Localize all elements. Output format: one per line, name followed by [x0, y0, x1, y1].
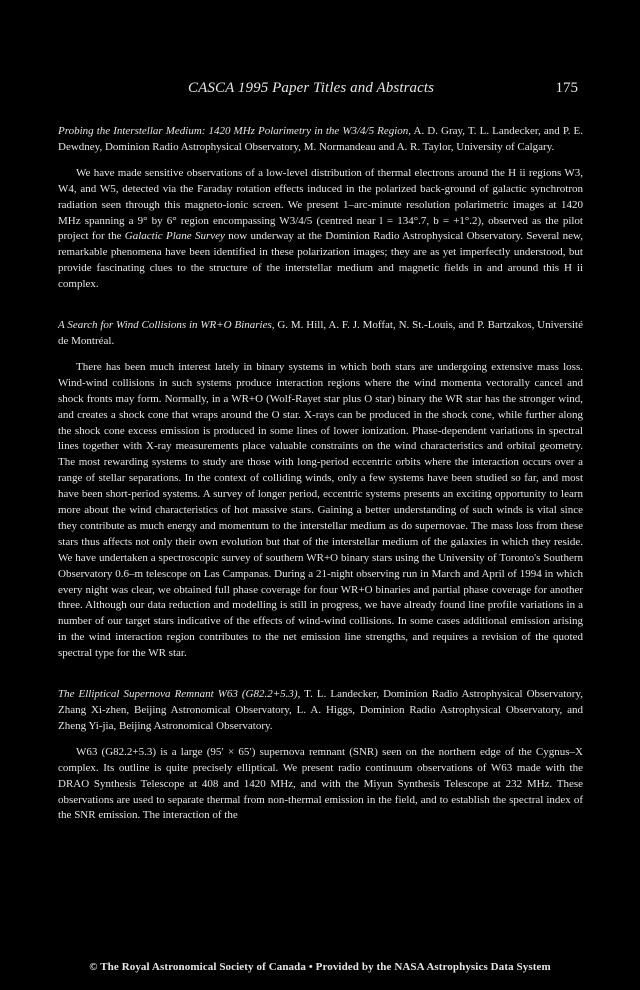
page-footer: © The Royal Astronomical Society of Canada • Provided by the NASA Astrophysics Data System: [89, 961, 551, 973]
abstract-3-authors: T. L. Landecker, Dominion Radio Astrophysical Observatory, Zhang Xi-zhen, Beijing Astronomical Observatory, L. A. Higgs, Dominion Radio Astrophysical Observatory, and Zheng Yi-jia, Beijing Astronomical Observatory.: [58, 688, 583, 732]
abstract-1-authors: A. D. Gray, T. L. Landecker, and P. E. Dewdney, Dominion Radio Astrophysical Observatory, M. Normandeau and A. R. Taylor, University of Calgary.: [58, 125, 584, 153]
abstract-3-heading: [58, 687, 583, 735]
abstract-3-title: The Elliptical Supernova Remnant W63 (G82.2+5.3),: [58, 688, 301, 701]
running-title: CASCA 1995 Paper Titles and Abstracts: [188, 80, 435, 96]
page-number: 175: [555, 80, 578, 96]
abstract-3-body: W63 (G82.2+5.3) is a large (95′ × 65′) supernova remnant (SNR) seen on the northern edge of the Cygnus–X complex. Its outline is quite precisely elliptical. We present radio continuum observations of W63 made with the DRAO Synthesis Telescope at 408 and 1420 MHz, and with the Miyun Synthesis Telescope at 232 MHz. These observations are used to separate thermal from non-thermal emission in the field, and to establish the spectral index of the SNR emission. The interaction of the: [58, 745, 583, 822]
abstract-1-body: [58, 166, 583, 293]
abstract-1-body-italic: Galactic Plane Survey: [124, 230, 225, 243]
abstract-1-heading: [58, 124, 583, 156]
abstract-2-body: There has been much interest lately in binary systems in which both stars are undergoing extensive mass loss. Wind-wind collisions in such systems produce interaction regions where the wind momenta vectorally cancel and shock fronts may form. Normally, in a WR+O (Wolf-Rayet star plus O star) binary the WR star has the stronger wind, and creates a shock cone that wraps around the O star. X-rays can be produced in the shock cone, while further along the shock cone excess emission is produced in some lines of lower ionization. Phase-dependent variations in spectral lines together with X-ray measurements place valuable constraints on the wind characteristics and orbital geometry. The most rewarding systems to study are those with long-period eccentric orbits where the interaction occurs over a range of stellar separations. In the context of colliding winds, only a few systems have been studied so far, and most have been short-period systems. A survey of longer period, eccentric systems presents an exciting opportunity to learn more about the wind characteristics of hot massive stars. Gaining a better understanding of such winds is vital since they contribute as much energy and momentum to the interstellar medium as do supernovae. The mass loss from these stars thus affects not only their own evolution but that of the interstellar medium of the galaxies in which they reside. We have undertaken a spectroscopic survey of southern WR+O binary stars using the University of Toronto's Southern Observatory 0.6–m telescope on Las Campanas. During a 21-night observing run in March and April of 1994 in which every night was clear, we obtained full phase coverage for four WR+O binaries and partial phase coverage for another three. Although our data reduction and modelling is still in progress, we have already found line profile variations in a number of our target stars indicative of the effects of wind-wind collisions. In some cases additional emission arising in the wind interaction region contributes to the net emission line strengths, and requires a revision of the quoted spectral type for the WR star.: [58, 360, 583, 660]
abstract-2-authors: G. M. Hill, A. F. J. Moffat, N. St.-Louis, and P. Bartzakos, Université de Montréal.: [58, 319, 583, 347]
abstract-1-body-part2: now underway at the Dominion Radio Astrophysical Observatory. Several new, remarkable phenomena have been identified in these polarization images; they are as yet imperfectly understood, but provide fascinating clues to the structure of the interstellar medium and magnetic fields in and around this H ii complex.: [58, 230, 584, 291]
abstract-2-heading: [58, 318, 583, 350]
abstract-2: [58, 318, 583, 662]
abstract-3: [58, 687, 583, 824]
abstract-1-title: Probing the Interstellar Medium: 1420 MHz Polarimetry in the W3/4/5 Region,: [58, 125, 412, 137]
abstract-2-title: A Search for Wind Collisions in WR+O Binaries,: [58, 319, 275, 332]
abstract-1-body-part1: We have made sensitive observations of a low-level distribution of thermal electrons around the H ii regions W3, W4, and W5, detected via the Faraday rotation effects induced in the polarized back-ground of galactic synchrotron radiation seen through this magneto-ionic screen. We present 1–arc-minute resolution polarimetric images at 1420 MHz spanning a 9° by 6° region encompassing W3/4/5 (centred near l = 134°.7, b = +1°.2), observed as the pilot project for the: [58, 166, 583, 243]
abstract-1: [58, 124, 583, 293]
abstracts-column: [58, 124, 583, 824]
